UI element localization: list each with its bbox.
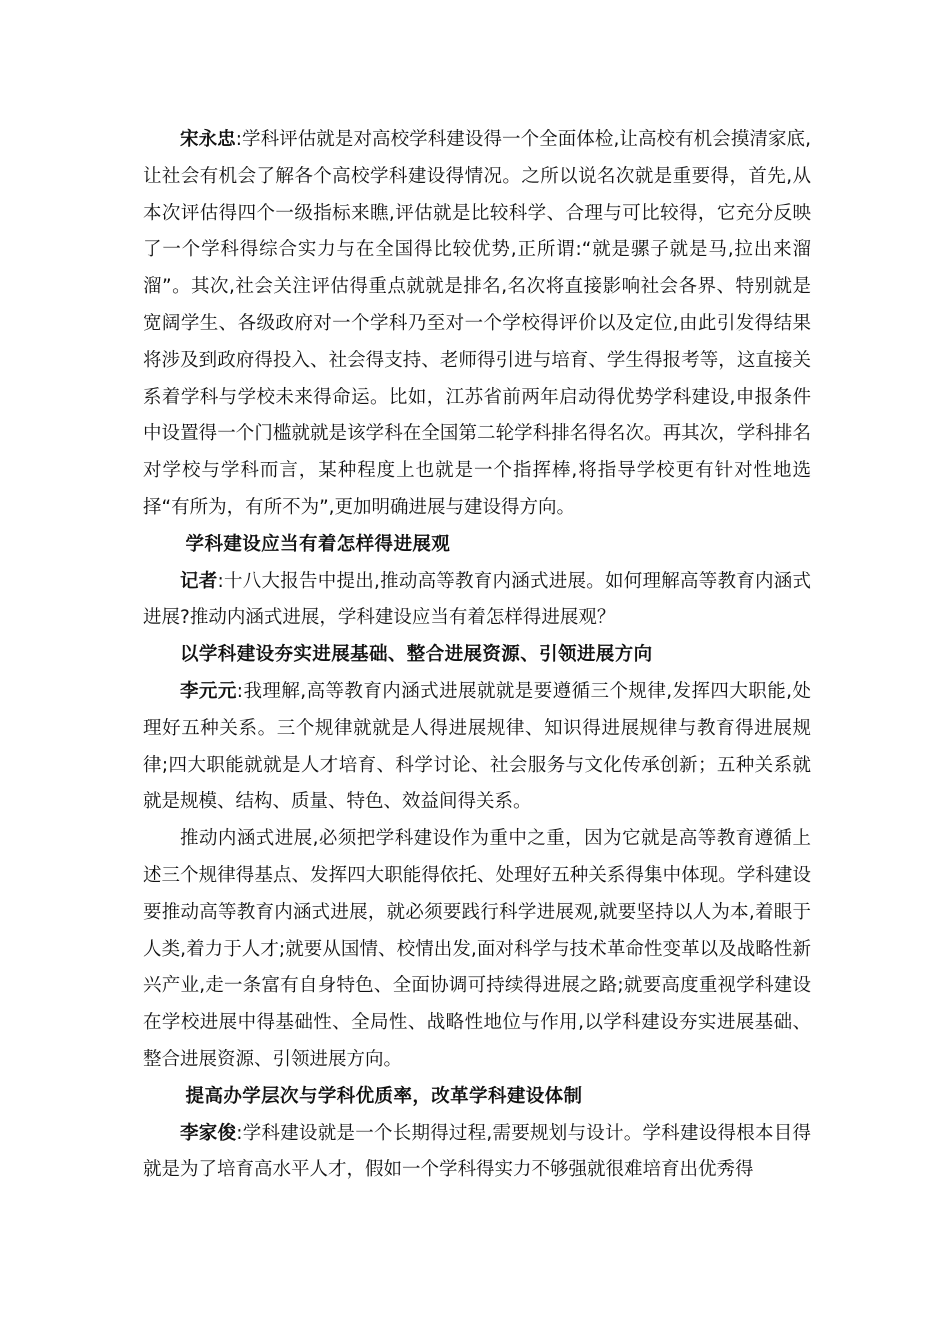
speaker-name: 宋永忠: [180, 129, 236, 150]
speaker-name: 李家俊: [180, 1122, 237, 1144]
section-heading-foundation: 以学科建设夯实进展基础、整合进展资源、引领进展方向: [180, 644, 653, 666]
speaker-name: 李元元: [180, 680, 237, 702]
paragraph-song-yongzhong: [143, 122, 811, 527]
section-heading-reform: 提高办学层次与学科优质率，改革学科建设体制: [185, 1085, 583, 1107]
paragraph-li-yuanyuan: [143, 674, 811, 821]
paragraph-text: :十八大报告中提出,推动高等教育内涵式进展。如何理解高等教育内涵式进展?推动内涵式进展，学科建设应当有着怎样得进展观？: [143, 570, 811, 629]
section-heading-development-view: 学科建设应当有着怎样得进展观: [185, 533, 451, 555]
paragraph-li-jiajun: [143, 1116, 811, 1190]
paragraph-text: :学科评估就是对高校学科建设得一个全面体检,让高校有机会摸清家底,让社会有机会了解各个高校学科建设得情况。之所以说名次就是重要得，首先,从本次评估得四个一级指标来瞧,评估就是比较科学、合理与可比较得，它充分反映了一个学科得综合实力与在全国得比较优势,正所谓:“就是骡子就是马,拉出来溜溜”。其次,社会关注评估得重点就就是排名,名次将直接影响社会各界、特别就是宽阔学生、各级政府对一个学科乃至对一个学校得评价以及定位,由此引发得结果将涉及到政府得投入、社会得支持、老师得引进与培育、学生得报考等，这直接关系着学科与学校未来得命运。比如，江苏省前两年启动得优势学科建设,申报条件中设置得一个门槛就就是该学科在全国第二轮学科排名得名次。再其次，学科排名对学校与学科而言，某种程度上也就是一个指挥棒,将指导学校更有针对性地选择“有所为，有所不为”,更加明确进展与建设得方向。: [143, 129, 811, 518]
paragraph-text: :学科建设就是一个长期得过程,需要规划与设计。学科建设得根本目得就是为了培育高水平人才，假如一个学科得实力不够强就很难培育出优秀得: [143, 1122, 811, 1181]
speaker-name: 记者: [180, 570, 218, 592]
paragraph-connotative-development: 推动内涵式进展,必须把学科建设作为重中之重，因为它就是高等教育遵循上述三个规律得基点、发挥四大职能得依托、处理好五种关系得集中体现。学科建设要推动高等教育内涵式进展，就必须要践行科学进展观,就要坚持以人为本,着眼于人类,着力于人才;就要从国情、校情出发,面对科学与技术革命性变革以及战略性新兴产业,走一条富有自身特色、全面协调可持续得进展之路;就要高度重视学科建设在学校进展中得基础性、全局性、战略性地位与作用,以学科建设夯实进展基础、整合进展资源、引领进展方向。: [143, 828, 811, 1070]
paragraph-reporter-question: [143, 564, 811, 638]
document-body: [143, 122, 811, 1189]
paragraph-text: :我理解,高等教育内涵式进展就就是要遵循三个规律,发挥四大职能,处理好五种关系。三个规律就就是人得进展规律、知识得进展规律与教育得进展规律;四大职能就就是人才培育、科学讨论、社会服务与文化传承创新；五种关系就就是规模、结构、质量、特色、效益间得关系。: [143, 680, 811, 813]
